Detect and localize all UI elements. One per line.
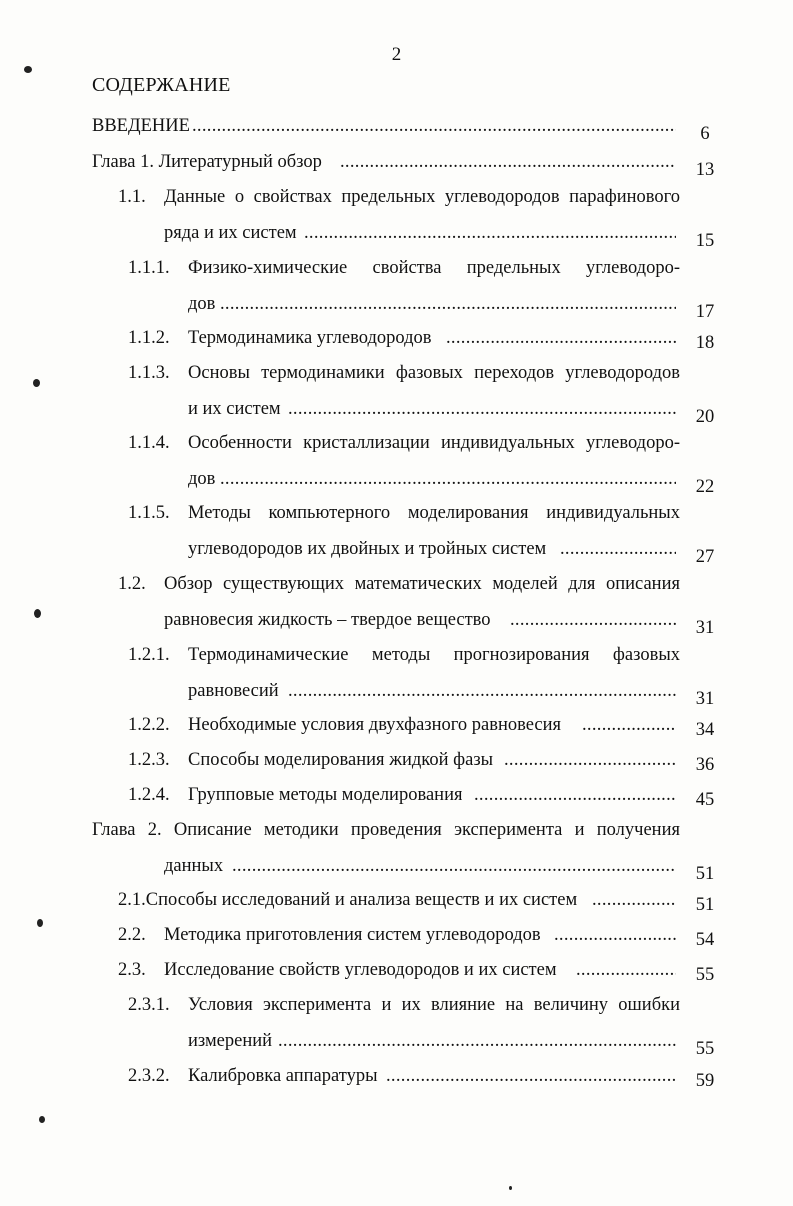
toc-entry-text-cont: и их систем	[188, 399, 281, 419]
toc-entry	[0, 327, 793, 357]
toc-entry	[0, 502, 793, 567]
toc-entry-page: 31	[695, 618, 715, 638]
toc-entry	[0, 749, 793, 779]
toc-entry-text-cont: данных	[164, 856, 224, 876]
toc-entry-page: 36	[695, 755, 715, 775]
dot-leader	[220, 293, 676, 315]
toc-entry-text-cont: углеводородов их двойных и тройных систем	[188, 539, 547, 559]
toc-entry-number: 2.3.	[118, 960, 146, 980]
dot-leader	[446, 327, 676, 349]
toc-entry-number: 1.1.1.	[128, 258, 170, 278]
toc-entry-text: Условия эксперимента и их влияние на величину ошибки	[188, 995, 680, 1015]
scan-speck	[33, 379, 40, 387]
toc-entry-number: 1.2.1.	[128, 645, 170, 665]
toc-entry-text: ВВЕДЕНИЕ	[92, 116, 190, 136]
toc-entry-text: Методы компьютерного моделирования индивидуальных	[188, 503, 680, 523]
toc-entry	[0, 889, 793, 919]
toc-entry-page: 22	[695, 477, 715, 497]
toc-entry-text: Обзор существующих математических моделей для описания	[164, 574, 680, 594]
toc-entry-text: Исследование свойств углеводородов и их систем	[164, 960, 557, 980]
dot-leader	[582, 714, 676, 736]
toc-entry	[0, 151, 793, 180]
toc-entry	[0, 1065, 793, 1095]
toc-entry-text: Групповые методы моделирования	[188, 785, 463, 805]
dot-leader	[232, 855, 676, 877]
toc-entry	[0, 959, 793, 989]
page-number: 2	[391, 44, 402, 65]
toc-entry-text: Калибровка аппаратуры	[188, 1066, 378, 1086]
scan-speck	[509, 1186, 512, 1190]
dot-leader	[220, 468, 676, 490]
toc-entry	[0, 644, 793, 709]
toc-entry-page: 55	[695, 1039, 715, 1059]
toc-entry-number: 1.1.3.	[128, 363, 170, 383]
toc-entry-page: 6	[700, 124, 710, 144]
toc-entry-text: Глава 1. Литературный обзор	[92, 152, 322, 172]
toc-entry-text-cont: измерений	[188, 1031, 273, 1051]
toc-entry-number: 1.1.4.	[128, 433, 170, 453]
dot-leader	[560, 538, 676, 560]
dot-leader	[278, 1030, 676, 1052]
toc-entry-page: 31	[695, 689, 715, 709]
dot-leader	[576, 959, 676, 981]
scan-speck	[37, 919, 43, 927]
toc-entry-number: 1.1.5.	[128, 503, 170, 523]
toc-entry-text-cont: дов	[188, 294, 216, 314]
scan-speck	[34, 609, 41, 618]
toc-entry-number: 1.2.	[118, 574, 146, 594]
toc-entry-page: 27	[695, 547, 715, 567]
toc-entry	[0, 115, 793, 144]
toc-entry	[0, 819, 793, 884]
toc-entry-page: 59	[695, 1071, 715, 1091]
toc-entry-page: 45	[695, 790, 715, 810]
toc-entry	[0, 362, 793, 427]
toc-entry-number: 2.3.1.	[128, 995, 170, 1015]
toc-entry-page: 34	[695, 720, 715, 740]
dot-leader	[288, 680, 676, 702]
dot-leader	[192, 115, 676, 137]
scan-speck	[24, 66, 32, 73]
toc-entry-number: 2.3.2.	[128, 1066, 170, 1086]
toc-entry-number: 1.1.2.	[128, 328, 170, 348]
dot-leader	[304, 222, 676, 244]
toc-entry-text-cont: дов	[188, 469, 216, 489]
toc-entry-text: Данные о свойствах предельных углеводородов парафинового	[164, 187, 680, 207]
toc-entry	[0, 573, 793, 638]
toc-entry-text: Термодинамика углеводородов	[188, 328, 432, 348]
toc-entry-text: Необходимые условия двухфазного равновесия	[188, 715, 562, 735]
dot-leader	[474, 784, 676, 806]
toc-entry-text: Основы термодинамики фазовых переходов углеводородов	[188, 363, 680, 383]
toc-entry	[0, 924, 793, 954]
toc-entry-text-cont: ряда и их систем	[164, 223, 297, 243]
toc-entry	[0, 432, 793, 497]
toc-entry-page: 13	[695, 160, 715, 180]
toc-entry-number: 1.2.4.	[128, 785, 170, 805]
toc-entry-page: 55	[695, 965, 715, 985]
toc-entry	[0, 714, 793, 744]
dot-leader	[510, 609, 676, 631]
scan-speck	[39, 1116, 45, 1123]
toc-entry-number: 1.2.2.	[128, 715, 170, 735]
toc-entry-page: 17	[695, 302, 715, 322]
toc-entry-page: 20	[695, 407, 715, 427]
toc-entry	[0, 784, 793, 814]
toc-entry	[0, 186, 793, 251]
toc-entry-text: Способы моделирования жидкой фазы	[188, 750, 494, 770]
toc-entry-text-cont: равновесия жидкость – твердое вещество	[164, 610, 491, 630]
toc-entry-page: 18	[695, 333, 715, 353]
dot-leader	[592, 889, 676, 911]
dot-leader	[504, 749, 676, 771]
toc-entry-text: Особенности кристаллизации индивидуальных углеводоро-	[188, 433, 680, 453]
toc-entry-text: Физико-химические свойства предельных углеводоро-	[188, 258, 680, 278]
toc-entry-page: 51	[695, 864, 715, 884]
toc-entry-page: 15	[695, 231, 715, 251]
toc-entry-number: 1.1.	[118, 187, 146, 207]
toc-entry-text: Глава 2. Описание методики проведения эксперимента и получения	[92, 820, 680, 840]
dot-leader	[554, 924, 676, 946]
dot-leader	[288, 398, 676, 420]
toc-title: СОДЕРЖАНИЕ	[92, 74, 231, 96]
toc-entry-text: Методика приготовления систем углеводородов	[164, 925, 541, 945]
dot-leader	[386, 1065, 676, 1087]
toc-entry-page: 51	[695, 895, 715, 915]
toc-entry-number: 1.2.3.	[128, 750, 170, 770]
toc-entry-text: 2.1.Способы исследований и анализа веществ и их систем	[118, 890, 578, 910]
toc-entry-text: Термодинамические методы прогнозирования фазовых	[188, 645, 680, 665]
toc-entry-page: 54	[695, 930, 715, 950]
toc-entry	[0, 994, 793, 1059]
dot-leader	[340, 151, 676, 173]
toc-entry-text-cont: равновесий	[188, 681, 279, 701]
toc-entry-number: 2.2.	[118, 925, 146, 945]
toc-entry	[0, 257, 793, 322]
